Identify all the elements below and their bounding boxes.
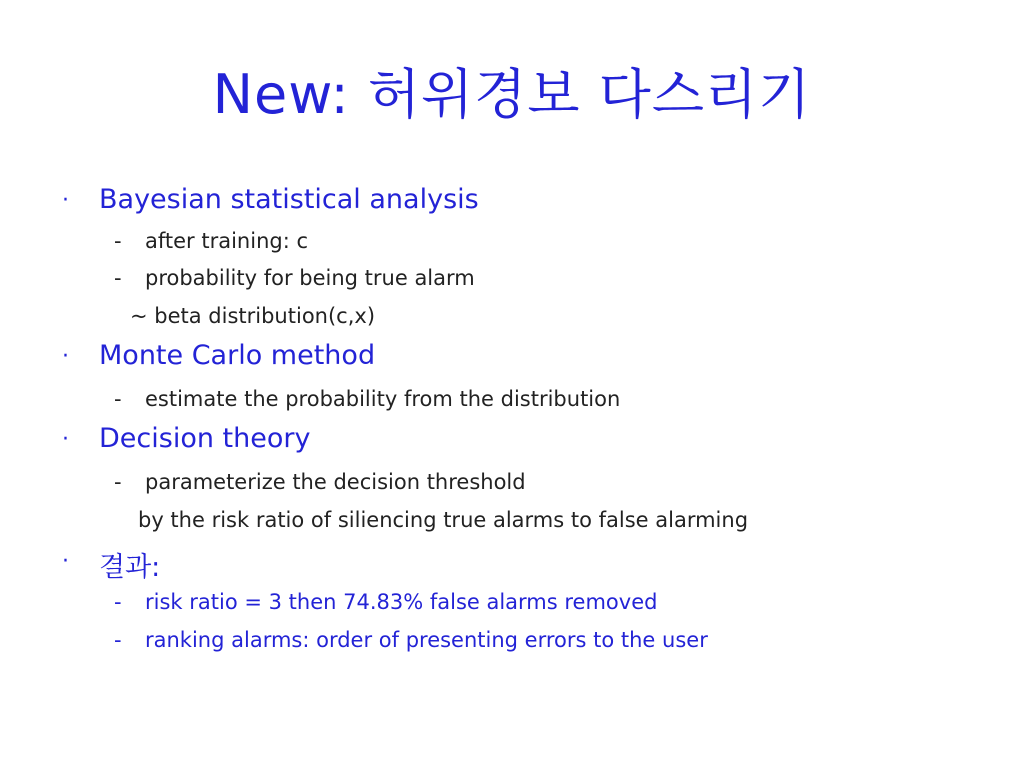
bullet-marker: · bbox=[62, 549, 69, 574]
bullet-results: 결과: bbox=[99, 552, 161, 583]
sub-after-training: after training: c bbox=[145, 229, 309, 253]
sub-estimate-probability: estimate the probability from the distribution bbox=[145, 387, 621, 411]
bullet-monte-carlo: Monte Carlo method bbox=[99, 340, 376, 371]
sub-risk-ratio-result: risk ratio = 3 then 74.83% false alarms removed bbox=[145, 590, 658, 614]
dash-marker: - bbox=[114, 470, 122, 494]
bullet-bayesian-analysis: Bayesian statistical analysis bbox=[99, 184, 479, 215]
dash-marker: - bbox=[114, 387, 122, 411]
sub-probability-true-alarm: probability for being true alarm bbox=[145, 266, 475, 290]
bullet-decision-theory: Decision theory bbox=[99, 423, 311, 454]
bullet-marker: · bbox=[62, 344, 69, 369]
bullet-marker: · bbox=[62, 188, 69, 213]
slide-title: New: 허위경보 다스리기 bbox=[212, 63, 812, 126]
note-beta-distribution: ~ beta distribution(c,x) bbox=[130, 304, 376, 328]
dash-marker: - bbox=[114, 229, 122, 253]
sub-parameterize-threshold: parameterize the decision threshold bbox=[145, 470, 526, 494]
dash-marker: - bbox=[114, 266, 122, 290]
dash-marker: - bbox=[114, 628, 122, 652]
continuation-risk-ratio: by the risk ratio of siliencing true alarms to false alarming bbox=[138, 508, 749, 532]
dash-marker: - bbox=[114, 590, 122, 614]
sub-ranking-alarms: ranking alarms: order of presenting errors to the user bbox=[145, 628, 708, 652]
bullet-marker: · bbox=[62, 427, 69, 452]
